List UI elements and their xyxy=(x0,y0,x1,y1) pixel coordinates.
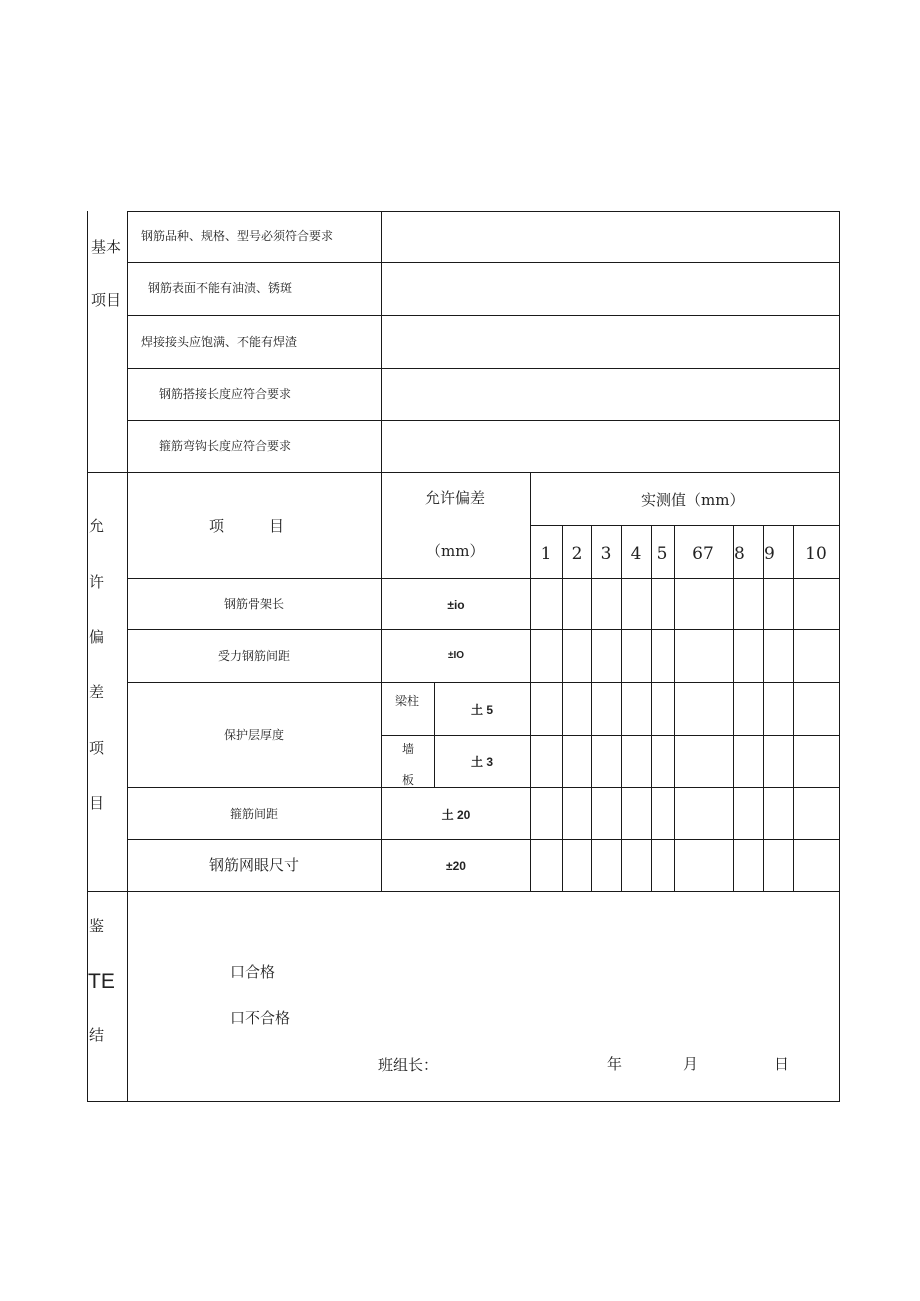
appraisal-section-label: 结 xyxy=(89,1026,105,1044)
basic-item-2: 钢筋表面不能有油渍、锈斑 xyxy=(148,281,293,295)
tolerance-section-label: 许 xyxy=(89,573,105,591)
row-value-stirrup-spacing: 土 20 xyxy=(441,808,471,822)
row-divider xyxy=(127,262,840,263)
row-value-main-bar-spacing: ±IO xyxy=(447,650,465,661)
allow-column-divider xyxy=(530,472,531,892)
measure-col-divider xyxy=(793,525,794,892)
row-name-mesh-size: 钢筋网眼尺寸 xyxy=(209,856,300,874)
measure-col-divider xyxy=(591,525,592,892)
appraisal-section-label: 鉴 xyxy=(89,917,105,935)
measure-col-header: 8 xyxy=(734,544,745,564)
basic-item-5: 箍筋弯钩长度应符合要求 xyxy=(159,439,292,453)
tolerance-section-label: 允 xyxy=(89,517,105,535)
section-divider xyxy=(87,891,840,892)
team-leader-label: 班组长： xyxy=(378,1056,439,1074)
subrow-divider xyxy=(381,735,840,736)
measure-col-header: 3 xyxy=(600,544,612,564)
row-name-cover-thickness: 保护层厚度 xyxy=(224,728,285,742)
row-value-skeleton-length: ±io xyxy=(447,598,465,612)
measure-col-divider xyxy=(651,525,652,892)
measure-col-header: 2 xyxy=(571,544,583,564)
tolerance-section-label: 偏 xyxy=(89,628,105,646)
section-divider xyxy=(87,472,840,473)
tolerance-section-label: 目 xyxy=(89,794,105,812)
basic-item-3: 焊接接头应饱满、不能有焊渣 xyxy=(141,335,298,349)
date-day-label: 日 xyxy=(774,1055,790,1073)
measure-col-header: 4 xyxy=(630,544,642,564)
cover-wall-label: 板 xyxy=(402,773,415,787)
appraisal-section-label: TE xyxy=(88,970,115,993)
basic-section-label: 基本 xyxy=(91,238,122,256)
header-measured-values: 实测值（mm） xyxy=(641,491,745,509)
row-divider xyxy=(127,315,840,316)
cover-wall-value: 土 3 xyxy=(471,755,494,769)
measure-col-divider xyxy=(674,525,675,892)
basic-section-label: 项目 xyxy=(91,291,122,309)
basic-item-1: 钢筋品种、规格、型号必须符合要求 xyxy=(141,229,334,243)
cover-beam-column-label: 梁柱 xyxy=(395,694,420,708)
table-border-top xyxy=(127,211,840,212)
measure-col-divider xyxy=(562,525,563,892)
row-name-stirrup-spacing: 箍筋间距 xyxy=(230,807,279,821)
label-column-divider xyxy=(127,211,128,1102)
measure-col-divider xyxy=(763,525,764,892)
row-divider xyxy=(127,420,840,421)
table-border-left xyxy=(87,211,88,1102)
checkbox-pass[interactable]: 口合格 xyxy=(230,964,276,981)
basic-item-4: 钢筋搭接长度应符合要求 xyxy=(159,387,292,401)
measure-col-header: 10 xyxy=(805,544,827,564)
header-allow-deviation: 允许偏差 xyxy=(425,489,486,507)
tolerance-section-label: 差 xyxy=(89,683,105,701)
header-allow-unit: （mm） xyxy=(426,542,485,560)
measure-col-header: 1 xyxy=(540,544,552,564)
measure-col-header: 5 xyxy=(656,544,668,564)
cover-wall-label: 墙 xyxy=(402,742,415,756)
checkbox-fail[interactable]: 口不合格 xyxy=(230,1010,291,1027)
cover-subcolumn-divider xyxy=(434,682,435,788)
row-name-main-bar-spacing: 受力钢筋间距 xyxy=(218,649,291,663)
date-month-label: 月 xyxy=(683,1055,699,1073)
measure-col-header: 9 xyxy=(764,544,775,564)
measure-col-divider xyxy=(621,525,622,892)
item-column-divider xyxy=(381,211,382,892)
row-value-mesh-size: ±20 xyxy=(446,859,466,873)
row-divider xyxy=(127,368,840,369)
table-border-right xyxy=(839,211,840,1102)
row-name-skeleton-length: 钢筋骨架长 xyxy=(224,597,285,611)
measure-col-header: 67 xyxy=(692,544,714,564)
tolerance-section-label: 项 xyxy=(89,739,105,757)
table-border-bottom xyxy=(87,1101,840,1102)
date-year-label: 年 xyxy=(607,1055,623,1073)
cover-beam-column-value: 土 5 xyxy=(471,703,494,717)
header-item: 项 目 xyxy=(209,517,285,535)
measure-col-divider xyxy=(733,525,734,892)
